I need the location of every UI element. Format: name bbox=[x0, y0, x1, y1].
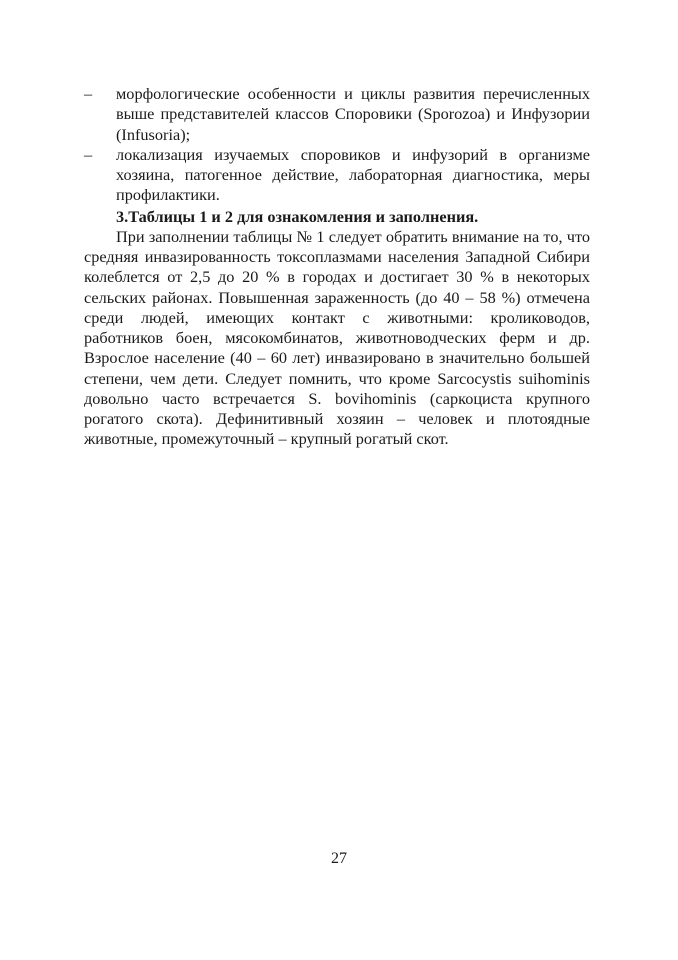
page-content bbox=[84, 84, 590, 449]
list-item-text: локализация изучаемых споровиков и инфузорий в организме хозяина, патогенное действие, лабораторная диагностика, меры профилактики. bbox=[116, 144, 590, 205]
page-number: 27 bbox=[331, 850, 347, 867]
list-item bbox=[84, 84, 590, 145]
section-heading: 3.Таблицы 1 и 2 для ознакомления и заполнения. bbox=[116, 206, 479, 226]
list-dash: – bbox=[84, 144, 93, 164]
list-item-text: морфологические особенности и циклы развития перечисленных выше представителей классов Споровики (Sporozoa) и Инфузории (Infusoria); bbox=[116, 84, 590, 144]
list-dash: – bbox=[84, 84, 93, 103]
body-paragraph: При заполнении таблицы № 1 следует обратить внимание на то, что средняя инвазированность токсоплазмами населения Западной Сибири колеблется от 2,5 до 20 % в городах и достигает 30 % в некоторых сельских районах. Повышенная зараженность (до 40 – 58 %) отмечена среди людей, имеющих контакт с животными: кролиководов, работников боен, мясокомбинатов, животноводческих ферм и др. Взрослое население (40 – 60 лет) инвазировано в значительно большей степени, чем дети. Следует помнить, что кроме Sarcocystis suihominis довольно часто встречается S. bovihominis (саркоциста крупного рогатого скота). Дефинитивный хозяин – человек и плотоядные животные, промежуточный – крупный рогатый скот. bbox=[84, 227, 590, 449]
list-item bbox=[84, 145, 590, 206]
